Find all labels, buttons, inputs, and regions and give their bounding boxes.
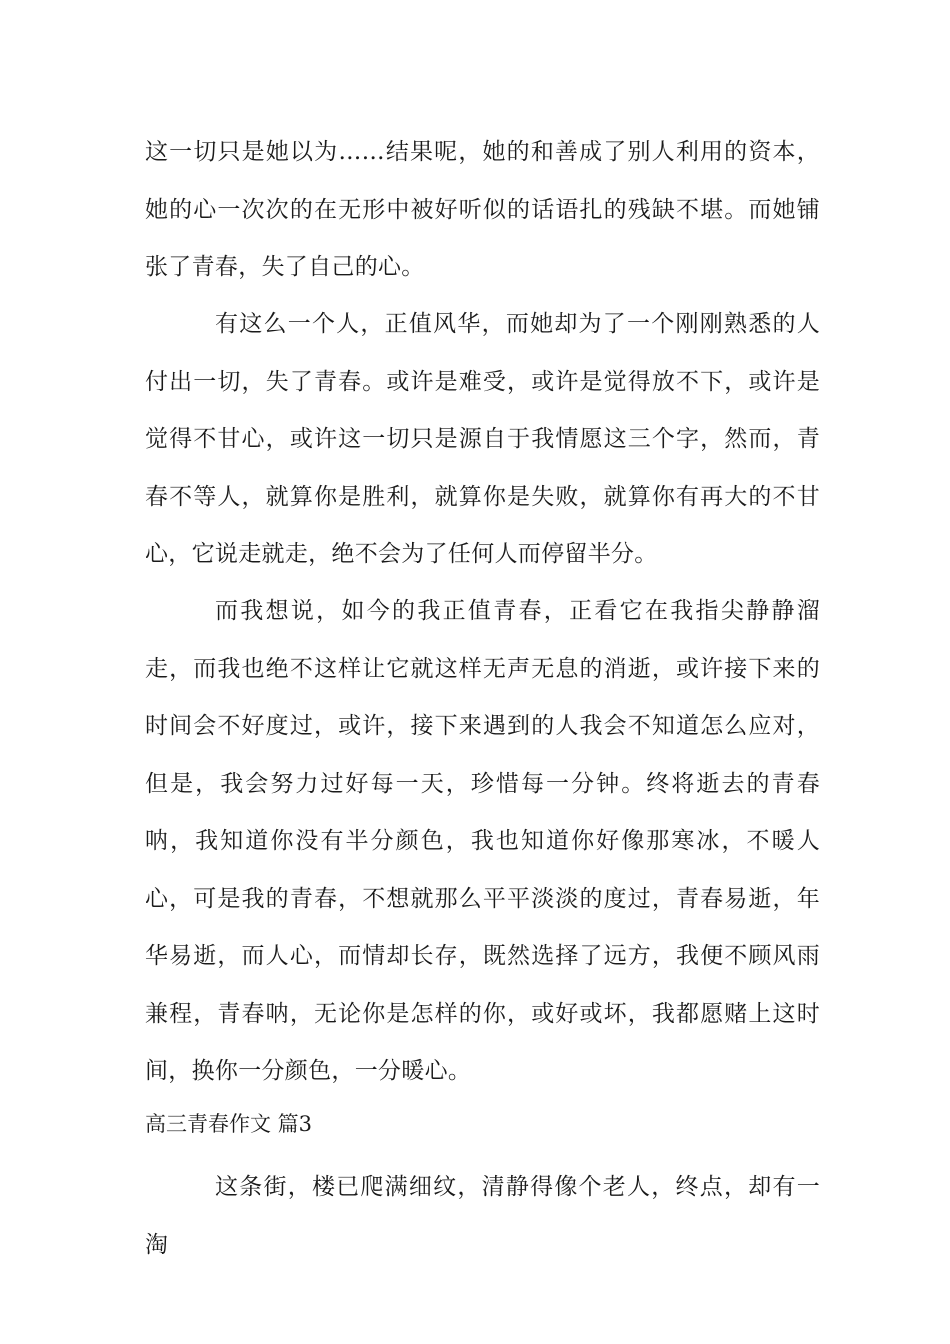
section-first-paragraph — [145, 1159, 820, 1274]
paragraph-text: 这一切只是她以为……结果呢，她的和善成了别人利用的资本，她的心一次次的在无形中被好听似的话语扎的残缺不堪。而她铺张了青春，失了自己的心。 — [145, 139, 820, 280]
section-heading: 高三青春作文 篇3 — [145, 1112, 313, 1136]
paragraph-text: 而我想说，如今的我正值青春，正看它在我指尖静静溜走，而我也绝不这样让它就这样无声无息的消逝，或许接下来的时间会不好度过，或许，接下来遇到的人我会不知道怎么应对，但是，我会努力过好每一天，珍惜每一分钟。终将逝去的青春呐，我知道你没有半分颜色，我也知道你好像那寒冰，不暖人心，可是我的青春，不想就那么平平淡淡的度过，青春易逝，年华易逝，而人心，而情却长存，既然选择了远方，我便不顾风雨兼程，青春呐，无论你是怎样的你，或好或坏，我都愿赌上这时间，换你一分颜色，一分暖心。 — [145, 598, 820, 1084]
paragraph-text: 有这么一个人，正值风华，而她却为了一个刚刚熟悉的人付出一切，失了青春。或许是难受，或许是觉得放不下，或许是觉得不甘心，或许这一切只是源自于我情愿这三个字，然而，青春不等人，就算你是胜利，就算你是失败，就算你有再大的不甘心，它说走就走，绝不会为了任何人而停留半分。 — [145, 311, 820, 567]
paragraph-text: 这条街，楼已爬满细纹，清静得像个老人，终点，却有一淘 — [145, 1174, 820, 1258]
paragraph-2 — [145, 296, 820, 584]
paragraph-3 — [145, 583, 820, 1101]
paragraph-continued — [145, 124, 820, 297]
